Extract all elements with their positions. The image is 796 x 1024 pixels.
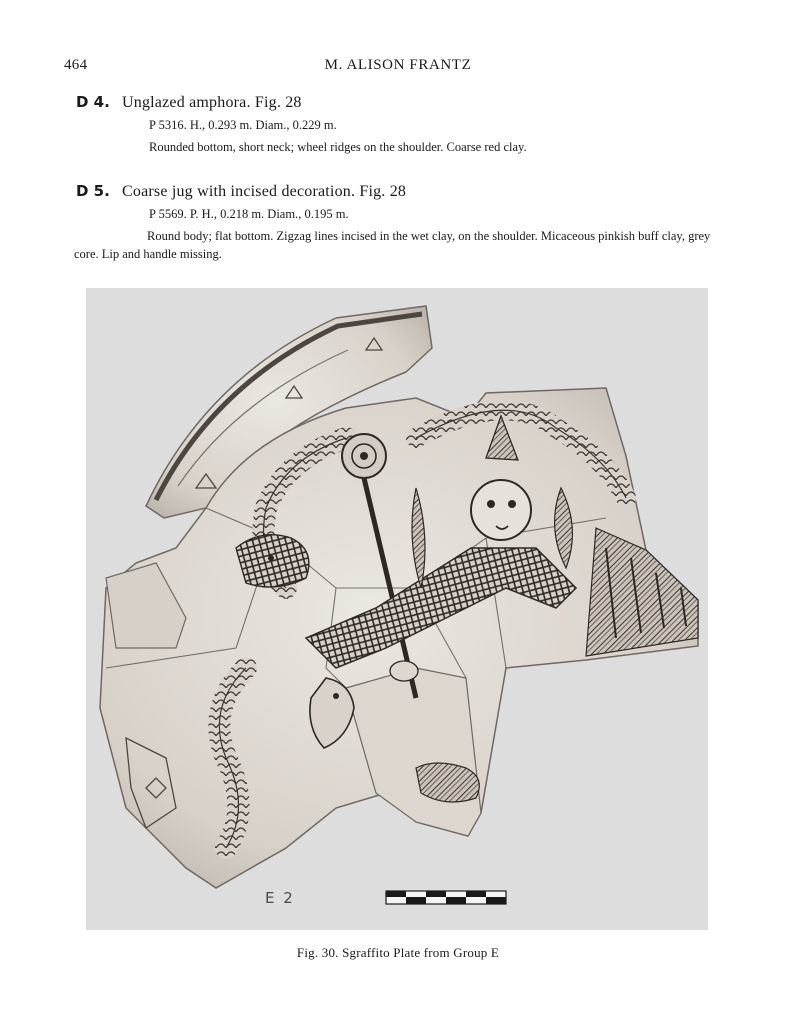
entry-description-wrap	[74, 227, 726, 263]
running-head	[0, 57, 796, 79]
entry-id: D 4.	[76, 93, 110, 111]
catalogue-entry-d5	[76, 181, 736, 263]
entry-description-wrap	[76, 138, 736, 156]
entry-description: Rounded bottom, short neck; wheel ridges on the shoulder. Coarse red clay.	[149, 140, 527, 154]
figure-photograph	[86, 288, 708, 930]
entry-title: Coarse jug with incised decoration. Fig. 28	[122, 183, 407, 200]
figure-caption: Fig. 30. Sgraffito Plate from Group E	[296, 945, 500, 960]
specimen-label: E 2	[265, 889, 295, 907]
entry-heading	[76, 92, 736, 112]
running-head-author: M. ALISON FRANTZ	[324, 57, 472, 73]
catalogue-entry-d4	[76, 92, 736, 156]
entry-title: Unglazed amphora. Fig. 28	[122, 94, 302, 111]
sgraffito-plate-image	[86, 288, 708, 930]
entry-id: D 5.	[76, 182, 110, 200]
scale-bar	[386, 891, 506, 904]
entry-measurements: P 5569. P. H., 0.218 m. Diam., 0.195 m.	[149, 207, 349, 221]
entry-measurements: P 5316. H., 0.293 m. Diam., 0.229 m.	[149, 118, 337, 132]
page-number: 464	[64, 57, 88, 73]
entry-heading	[76, 181, 736, 201]
entry-description: Round body; flat bottom. Zigzag lines incised in the wet clay, on the shoulder. Micaceous pinkish buff clay, grey core. Lip and handle missing.	[74, 229, 711, 261]
